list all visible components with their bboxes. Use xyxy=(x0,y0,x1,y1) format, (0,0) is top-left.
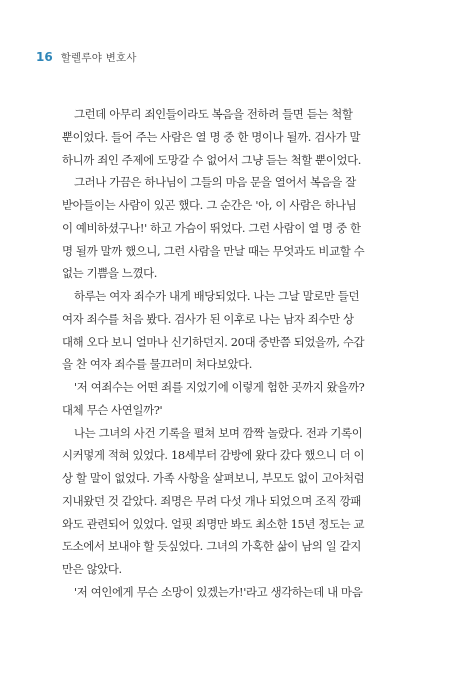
text-line: 그러나 가끔은 하나님이 그들의 마음 문을 열어서 복음을 잘 xyxy=(74,175,356,190)
text-line: 이 예비하셨구나!' 하고 가슴이 뛰었다. 그런 사람이 열 명 중 한 xyxy=(62,220,361,235)
text-line: 상 할 말이 없었다. 가족 사항을 살펴보니, 부모도 없이 고아처럼 xyxy=(62,471,365,485)
text-line: 지내왔던 것 같았다. 죄명은 무려 다섯 개나 되었으며 조직 깡패 xyxy=(62,493,362,508)
running-header xyxy=(36,50,137,65)
text-line: 하니까 죄인 주제에 도망갈 수 없어서 그냥 듣는 척할 뿐이었다. xyxy=(62,152,362,167)
text-line: 명 될까 말까 했으니, 그런 사람을 만날 때는 무엇과도 비교할 수 xyxy=(62,243,365,258)
text-line: 그런데 아무리 죄인들이라도 복음을 전하려 들면 듣는 척할 xyxy=(74,107,353,121)
text-line: 나는 그녀의 사건 기록을 펼쳐 보며 깜짝 놀랐다. 전과 기록이 xyxy=(74,425,363,440)
text-line: 대해 오다 보니 얼마나 신기하던지. 20대 중반쯤 되었을까, 수갑 xyxy=(62,334,365,349)
body-text xyxy=(62,103,407,604)
text-line: 와도 관련되어 있었다. 얼핏 죄명만 봐도 최소한 15년 정도는 교 xyxy=(62,516,365,531)
running-title: 할렐루야 변호사 xyxy=(60,52,137,64)
text-line: 을 찬 여자 죄수를 물끄러미 쳐다보았다. xyxy=(62,357,253,372)
text-line: 여자 죄수를 처음 봤다. 검사가 된 이후로 나는 남자 죄수만 상 xyxy=(62,311,354,326)
text-line: 하루는 여자 죄수가 내게 배당되었다. 나는 그날 말로만 들던 xyxy=(74,289,360,303)
text-line: '저 여인에게 무슨 소망이 있겠는가!'라고 생각하는데 내 마음 xyxy=(74,584,363,599)
text-line: 도소에서 보내야 할 듯싶었다. 그녀의 가혹한 삶이 남의 일 같지 xyxy=(62,539,362,554)
text-line: 없는 기쁨을 느꼈다. xyxy=(62,266,158,281)
text-line: 뿐이었다. 들어 주는 사람은 열 명 중 한 명이나 될까. 검사가 말 xyxy=(62,129,361,144)
text-line: 받아들이는 사람이 있곤 했다. 그 순간은 '아, 이 사람은 하나님 xyxy=(62,198,357,212)
page-number: 16 xyxy=(36,50,53,64)
text-line: 시커멓게 적혀 있었다. 18세부터 감방에 왔다 갔다 했으니 더 이 xyxy=(62,448,365,463)
text-line: 만은 않았다. xyxy=(62,562,122,576)
text-line: '저 여죄수는 어떤 죄를 지었기에 이렇게 험한 곳까지 왔을까? xyxy=(74,380,365,394)
text-line: 대체 무슨 사연일까?' xyxy=(62,402,163,417)
